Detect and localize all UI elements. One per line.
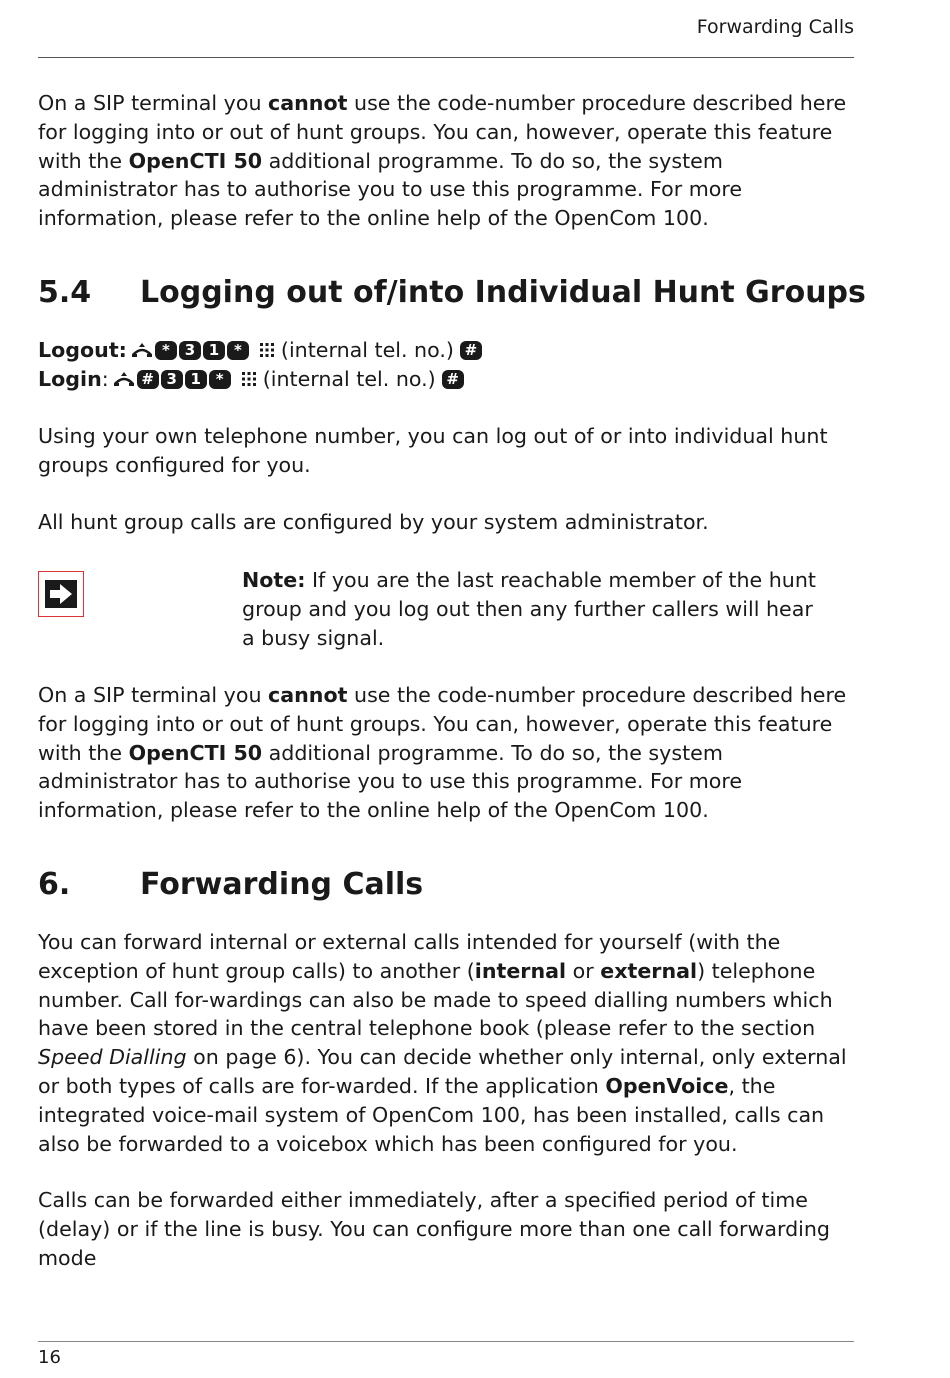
keypad-icon [241, 371, 257, 387]
key-hash: # [137, 370, 159, 389]
sip-bold-cannot: cannot [268, 683, 348, 707]
intro-bold-cannot: cannot [268, 91, 348, 115]
key-1: 1 [185, 370, 207, 389]
section-title: Forwarding Calls [140, 867, 424, 902]
sip-text-3: additional programme. To do so, the system administrator has to authorise you to use this programme. For more information, please refer to the online help of the OpenCom 100. [38, 740, 743, 823]
key-star: * [155, 341, 177, 360]
note-icon [38, 571, 84, 617]
intro-paragraph [38, 89, 858, 233]
fwd-bold-external: external [600, 958, 698, 983]
intro-text-2: use the code-number procedure described here for logging into or out of hunt groups. You can, however, operate this feature with the [38, 91, 847, 173]
section-number: 6. [38, 867, 71, 902]
note-body: If you are the last reachable member of the hunt group and you log out then any further callers will hear a busy signal. [242, 568, 816, 650]
forwarding-paragraph [38, 928, 858, 1158]
page-header-title: Forwarding Calls [696, 16, 854, 38]
login-code-line [38, 365, 466, 393]
login-colon: : [101, 367, 109, 391]
fwd-bold-internal: internal [474, 958, 567, 983]
page-number: 16 [38, 1347, 61, 1368]
section-5-4-heading [38, 275, 866, 311]
hunt-group-paragraph: Using your own telephone number, you can log out of or into individual hunt groups configured for you. [38, 424, 828, 477]
handset-off-hook-icon [113, 370, 135, 389]
fwd-text-4: on page 6). You can decide whether only internal, only external or both types of calls are for-warded. If the application [38, 1045, 847, 1098]
key-3: 3 [161, 370, 183, 389]
arrow-right-icon [45, 580, 77, 608]
logout-tel-text: (internal tel. no.) [280, 338, 454, 362]
key-star: * [227, 341, 249, 360]
login-label: Login [38, 367, 102, 391]
header-rule [38, 57, 854, 58]
footer-rule [38, 1341, 854, 1342]
fwd-text-1: You can forward internal or external calls intended for yourself (with the exception of hunt group calls) to another ( [38, 930, 781, 983]
section-title: Logging out of/into Individual Hunt Groups [140, 275, 866, 310]
sip-text-1: On a SIP terminal you [38, 683, 269, 707]
fwd-text-3: ) telephone number. Call for-wardings can also be made to speed dialling numbers which have been stored in the central telephone book (please refer to the section [38, 958, 833, 1041]
sip-text-2: use the code-number procedure described here for logging into or out of hunt groups. You can, however, operate this feature with the [38, 683, 847, 765]
key-3: 3 [179, 341, 201, 360]
note-label: Note: [242, 568, 306, 592]
fwd-text-2: or [566, 958, 601, 983]
keypad-icon [259, 342, 275, 358]
intro-text-3: additional programme. To do so, the system administrator has to authorise you to use this programme. For more information, please refer to the online help of the OpenCom 100. [38, 148, 743, 231]
logout-code-line [38, 336, 484, 364]
intro-bold-opencti: OpenCTI 50 [128, 148, 263, 173]
logout-label: Logout: [38, 338, 127, 362]
fwd-italic-speed-dialling: Speed Dialling [38, 1045, 187, 1070]
forwarding-modes-paragraph: Calls can be forwarded either immediately, after a specified period of time (delay) or if the line is busy. You can configure more than one call forwarding mode [38, 1188, 830, 1270]
fwd-text-5: , the integrated voice-mail system of OpenCom 100, has been installed, calls can also be forwarded to a voicebox which has been configured for you. [38, 1073, 825, 1156]
sip-bold-opencti: OpenCTI 50 [128, 740, 263, 765]
note-text [242, 566, 822, 652]
section-6-heading [38, 867, 423, 903]
section-number: 5.4 [38, 275, 92, 310]
key-hash: # [460, 341, 482, 360]
key-hash: # [442, 370, 464, 389]
sip-paragraph [38, 681, 858, 825]
intro-text-1: On a SIP terminal you [38, 91, 269, 115]
handset-off-hook-icon [131, 341, 153, 360]
login-tel-text: (internal tel. no.) [262, 367, 436, 391]
key-star: * [209, 370, 231, 389]
fwd-bold-openvoice: OpenVoice [605, 1073, 729, 1098]
key-1: 1 [203, 341, 225, 360]
admin-paragraph: All hunt group calls are configured by your system administrator. [38, 510, 709, 534]
